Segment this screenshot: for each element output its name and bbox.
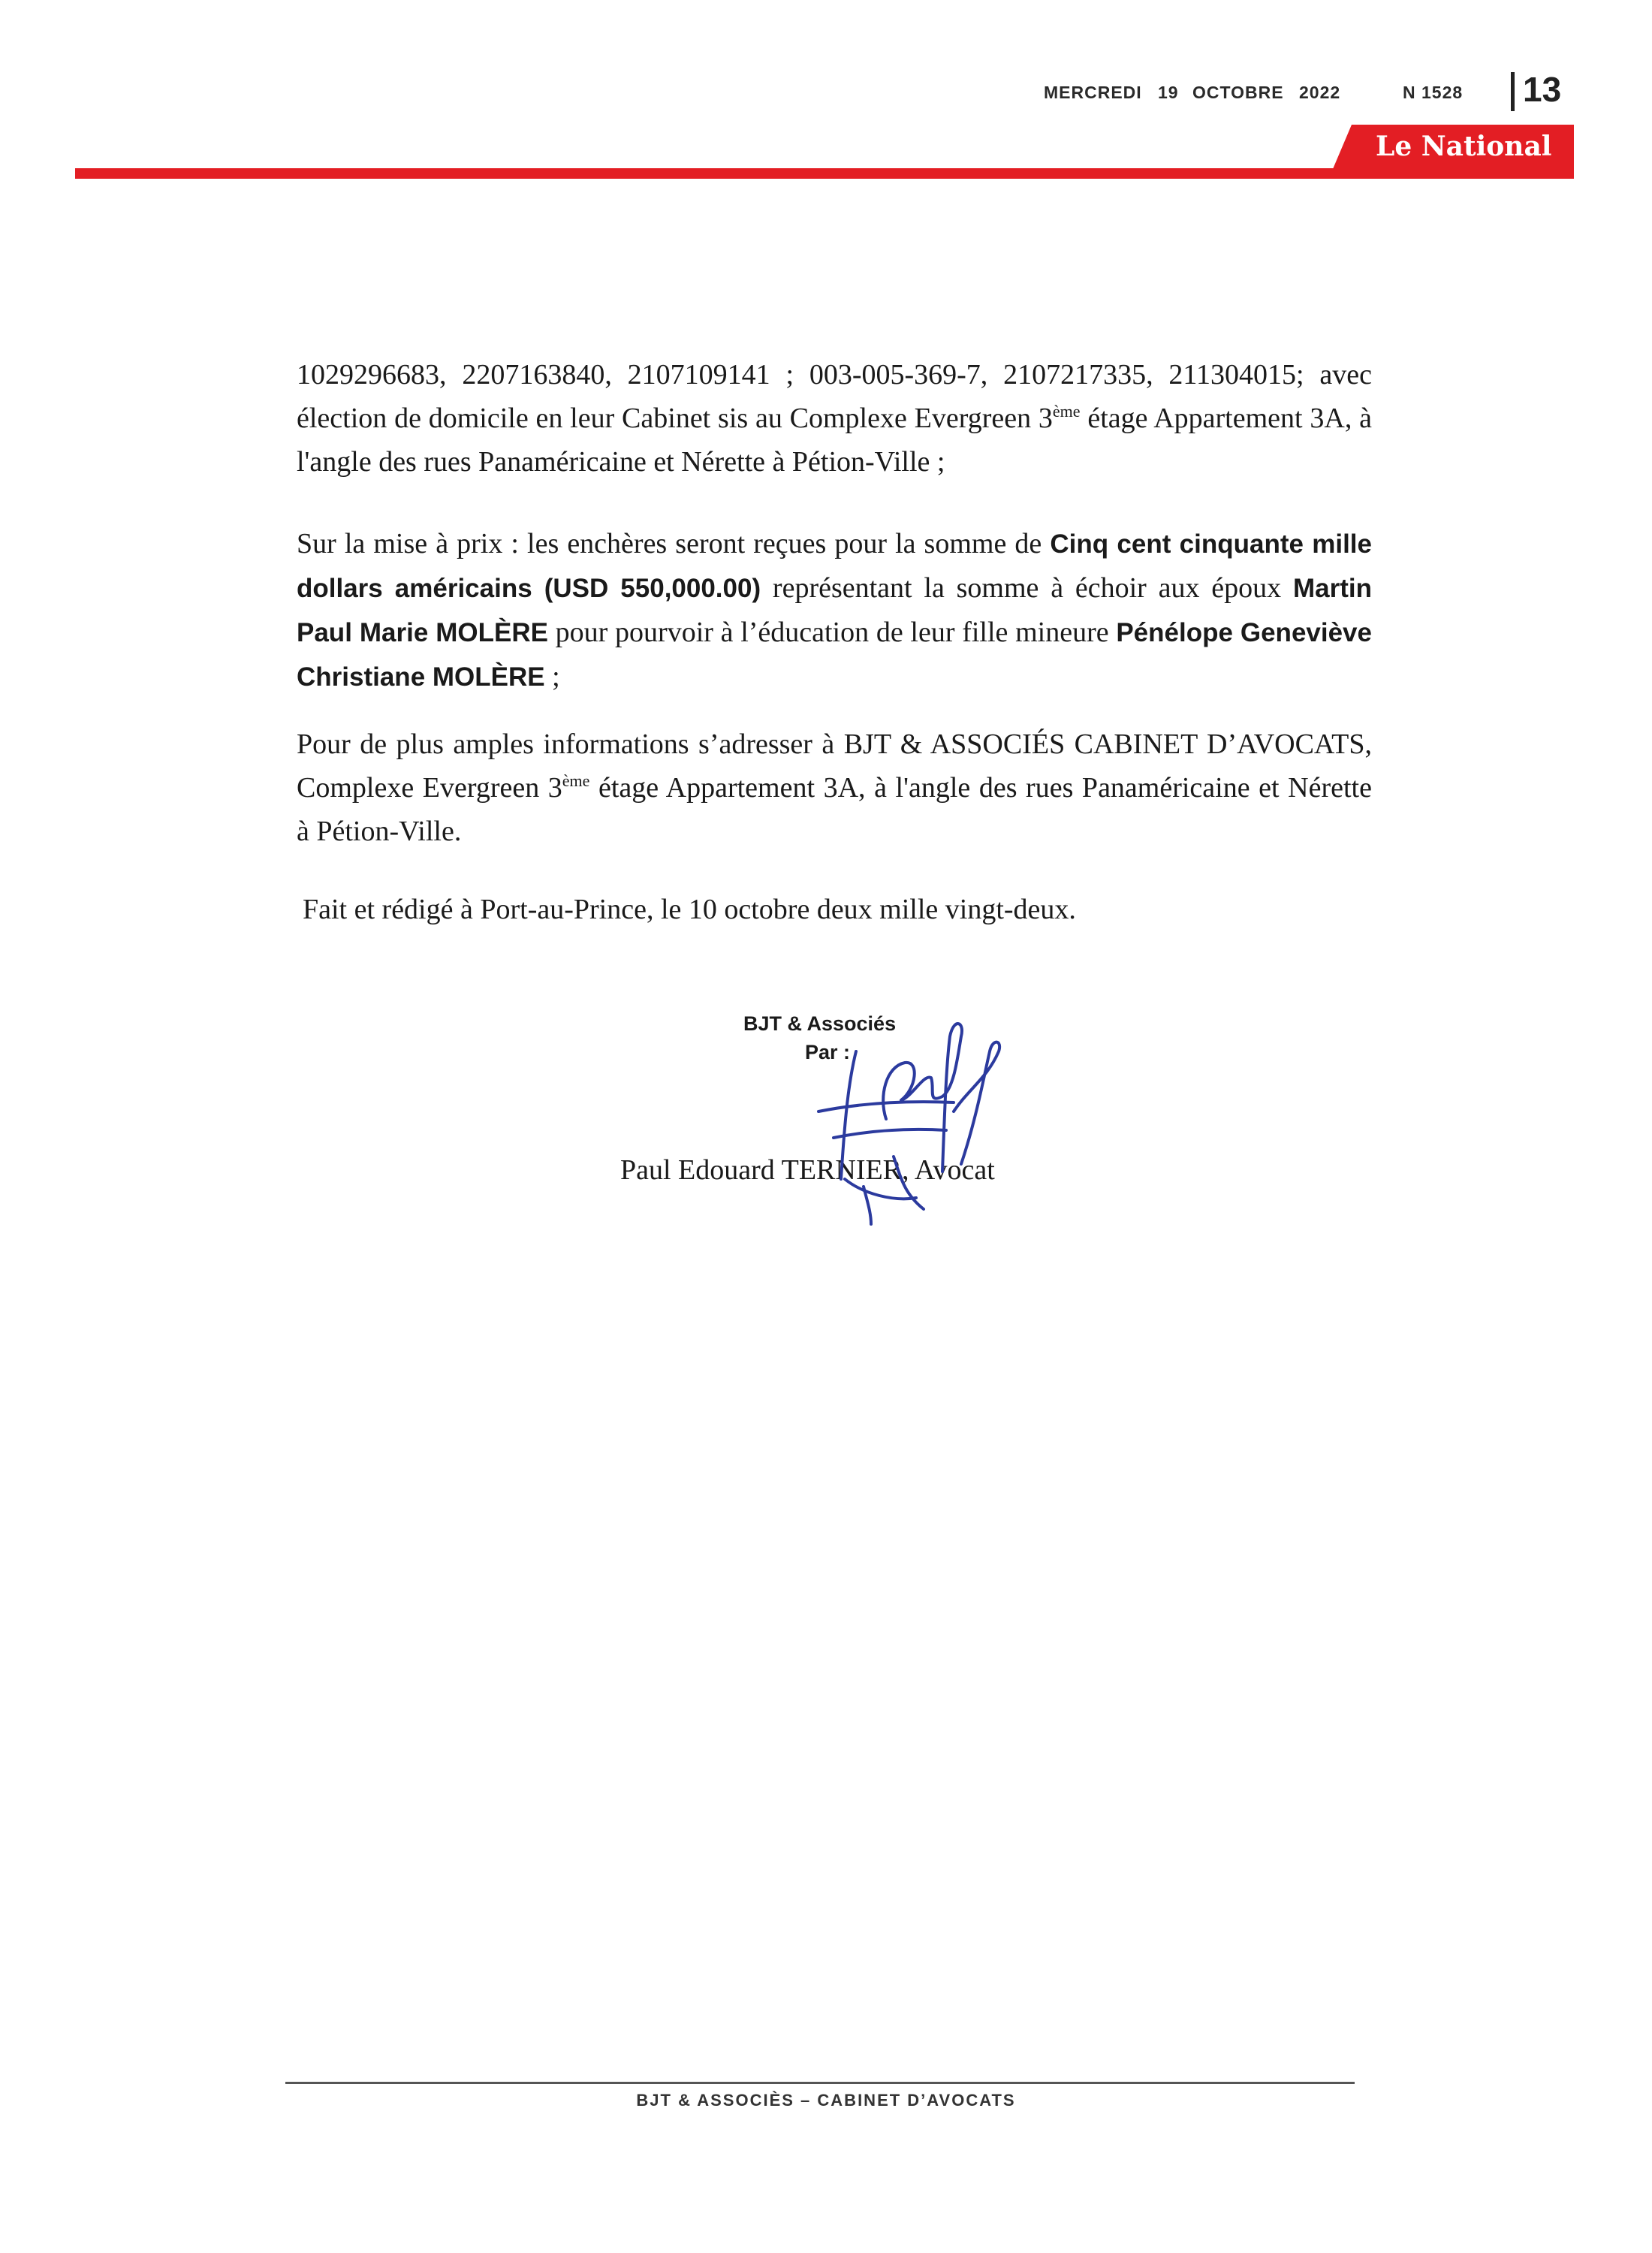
page-number: 13	[1523, 70, 1562, 109]
header-date: 19	[1158, 83, 1179, 102]
p2-spouses-name: Martin Paul Marie MOLÈRE	[297, 574, 1372, 647]
p3-text-a: Pour de plus amples informations s’adresser à BJT & ASSOCIÉS CABINET D’AVOCATS, Complexe Evergreen 3	[297, 728, 1372, 804]
p1-superscript: ème	[1052, 402, 1081, 421]
signature-par: Par :	[805, 1041, 851, 1063]
paragraph-registration-numbers	[297, 353, 1372, 484]
p2-text-d: ;	[544, 661, 560, 692]
header-issue: N 1528	[1403, 83, 1464, 102]
paragraph-mise-a-prix	[297, 522, 1372, 699]
publication-name: Le National	[1376, 131, 1552, 162]
header-day: MERCREDI	[1044, 83, 1142, 102]
footer-rule	[285, 2082, 1355, 2084]
p2-amount: Cinq cent cinquante mille dollars américains (USD 550,000.00)	[297, 529, 1373, 603]
signature-firm: BJT & Associés	[743, 1012, 897, 1035]
p3-superscript: ème	[562, 771, 590, 790]
p1-text-a: 1029296683, 2207163840, 2107109141 ; 003-005-369-7, 2107217335, 211304015; avec élection de domicile en leur Cabinet sis au Complexe Evergreen 3	[297, 359, 1372, 434]
p2-text-a: Sur la mise à prix : les enchères seront reçues pour la somme de	[297, 528, 1051, 559]
p3-text-b: étage Appartement 3A, à l'angle des rues Panaméricaine et Nérette à Pétion-Ville.	[297, 772, 1372, 847]
paragraph-place-date: Fait et rédigé à Port-au-Prince, le 10 octobre deux mille vingt-deux.	[303, 894, 1076, 925]
header-year: 2022	[1299, 83, 1341, 102]
p1-text-b: étage Appartement 3A, à l'angle des rues Panaméricaine et Nérette à Pétion-Ville ;	[297, 403, 1372, 478]
p2-text-b: représentant la somme à échoir aux époux	[761, 572, 1293, 604]
paragraph-contact-info	[297, 722, 1372, 853]
signatory-name: Paul Edouard TERNIER, Avocat	[620, 1154, 995, 1186]
handwritten-signature	[773, 1006, 1021, 1232]
page-number-separator	[1511, 72, 1515, 111]
footer-firm-name: BJT & ASSOCIÈS – CABINET D’AVOCATS	[636, 2091, 1016, 2110]
header-month: OCTOBRE	[1192, 83, 1284, 102]
p2-text-c: pour pourvoir à l’éducation de leur fille mineure	[547, 617, 1117, 648]
p2-daughter-name: Pénélope Geneviève Christiane MOLÈRE	[297, 618, 1372, 692]
